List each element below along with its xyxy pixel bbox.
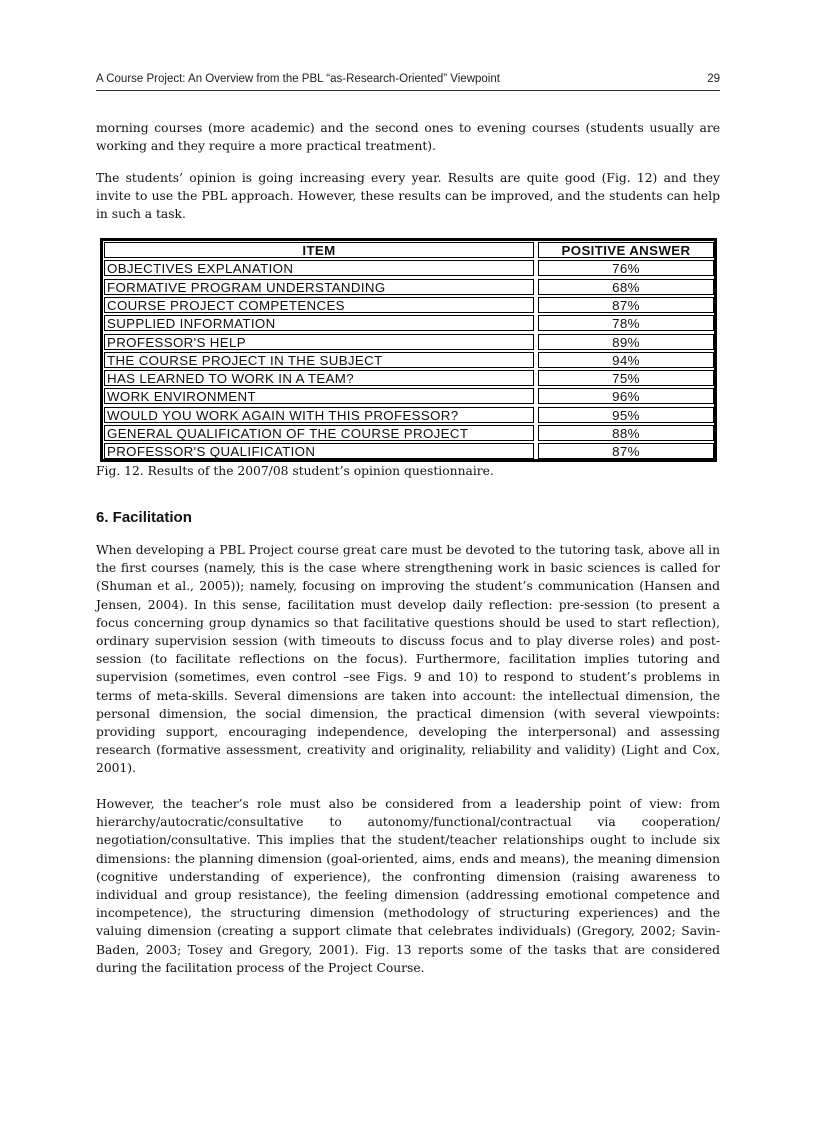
- row-item: WOULD YOU WORK AGAIN WITH THIS PROFESSOR?: [104, 407, 534, 423]
- table-row: [103, 442, 714, 460]
- row-item: GENERAL QUALIFICATION OF THE COURSE PROJECT: [104, 425, 534, 441]
- row-item: SUPPLIED INFORMATION: [104, 315, 534, 331]
- row-value: 87%: [538, 297, 714, 313]
- results-table: [100, 238, 717, 462]
- table-row: [103, 351, 714, 369]
- row-value: 94%: [538, 352, 714, 368]
- paragraph-1: morning courses (more academic) and the second ones to evening courses (students usually are working and they require a more practical treatment).: [96, 121, 720, 154]
- row-item: COURSE PROJECT COMPETENCES: [104, 297, 534, 313]
- row-item: PROFESSOR'S QUALIFICATION: [104, 443, 534, 459]
- row-item: HAS LEARNED TO WORK IN A TEAM?: [104, 370, 534, 386]
- row-value: 87%: [538, 443, 714, 459]
- table-row: [103, 259, 714, 277]
- header-title: A Course Project: An Overview from the PBL “as-Research-Oriented” Viewpoint: [96, 73, 500, 85]
- running-header: [96, 70, 720, 91]
- row-value: 78%: [538, 315, 714, 331]
- paragraph-3: When developing a PBL Project course great care must be devoted to the tutoring task, above all in the first courses (namely, this is the case where strengthening work in basic sciences is called for (Shuman et al., 2005)); namely, focusing on improving the student’s communication (Hansen and Jensen, 2004). In this sense, facilitation must develop daily reflection: pre-session (to present a focus concerning group dynamics so that facilitative questions should be used to start reflection), ordinary supervision session (with timeouts to discuss focus and to play diverse roles) and post-session (to facilitate reflections on the focus). Furthermore, facilitation implies tutoring and supervision (sometimes, even control –see Figs. 9 and 10) to respond to student’s problems in terms of meta-skills. Several dimensions are taken into account: the intellectual dimension, the personal dimension, the social dimension, the practical dimension (with several viewpoints: providing support, encouraging independence, developing the interpersonal) and assessing research (formative assessment, creativity and originality, reliability and validity) (Light and Cox, 2001).: [96, 543, 720, 776]
- table-header-row: [103, 241, 714, 259]
- table-row: [103, 424, 714, 442]
- row-item: OBJECTIVES EXPLANATION: [104, 260, 534, 276]
- table-row: [103, 406, 714, 424]
- paragraph-4: However, the teacher’s role must also be considered from a leadership point of view: from hierarchy/autocratic/consultative to autonomy/functional/contractual via cooperation/ negotiation/consultative. This implies that the student/teacher relationships ought to include six dimensions: the planning dimension (goal-oriented, aims, ends and means), the meaning dimension (cognitive understanding of experience), the confronting dimension (raising awareness to individual and group resistance), the feeling dimension (addressing emotional competence and incompetence), the structuring dimension (methodology of structuring experiences) and the valuing dimension (creating a support climate that celebrates individuals) (Gregory, 2002; Savin-Baden, 2003; Tosey and Gregory, 2001). Fig. 13 reports some of the tasks that are considered during the facilitation process of the Project Course.: [96, 797, 720, 975]
- row-value: 96%: [538, 388, 714, 404]
- row-item: PROFESSOR'S HELP: [104, 334, 534, 350]
- row-value: 88%: [538, 425, 714, 441]
- section-heading: 6. Facilitation: [96, 509, 192, 526]
- figure-caption: Fig. 12. Results of the 2007/08 student’s opinion questionnaire.: [96, 464, 494, 478]
- row-item: WORK ENVIRONMENT: [104, 388, 534, 404]
- header-item: ITEM: [104, 242, 534, 258]
- header-positive-answer: POSITIVE ANSWER: [538, 242, 714, 258]
- row-value: 89%: [538, 334, 714, 350]
- row-value: 68%: [538, 279, 714, 295]
- table-row: [103, 314, 714, 332]
- paragraph-2: The students’ opinion is going increasing every year. Results are quite good (Fig. 12) and they invite to use the PBL approach. However, these results can be improved, and the students can help in such a task.: [96, 171, 720, 222]
- row-value: 75%: [538, 370, 714, 386]
- table-row: [103, 369, 714, 387]
- table-row: [103, 296, 714, 314]
- row-value: 95%: [538, 407, 714, 423]
- table-row: [103, 387, 714, 405]
- table-row: [103, 278, 714, 296]
- row-item: FORMATIVE PROGRAM UNDERSTANDING: [104, 279, 534, 295]
- table-row: [103, 333, 714, 351]
- page-number: 29: [707, 73, 720, 85]
- row-value: 76%: [538, 260, 714, 276]
- row-item: THE COURSE PROJECT IN THE SUBJECT: [104, 352, 534, 368]
